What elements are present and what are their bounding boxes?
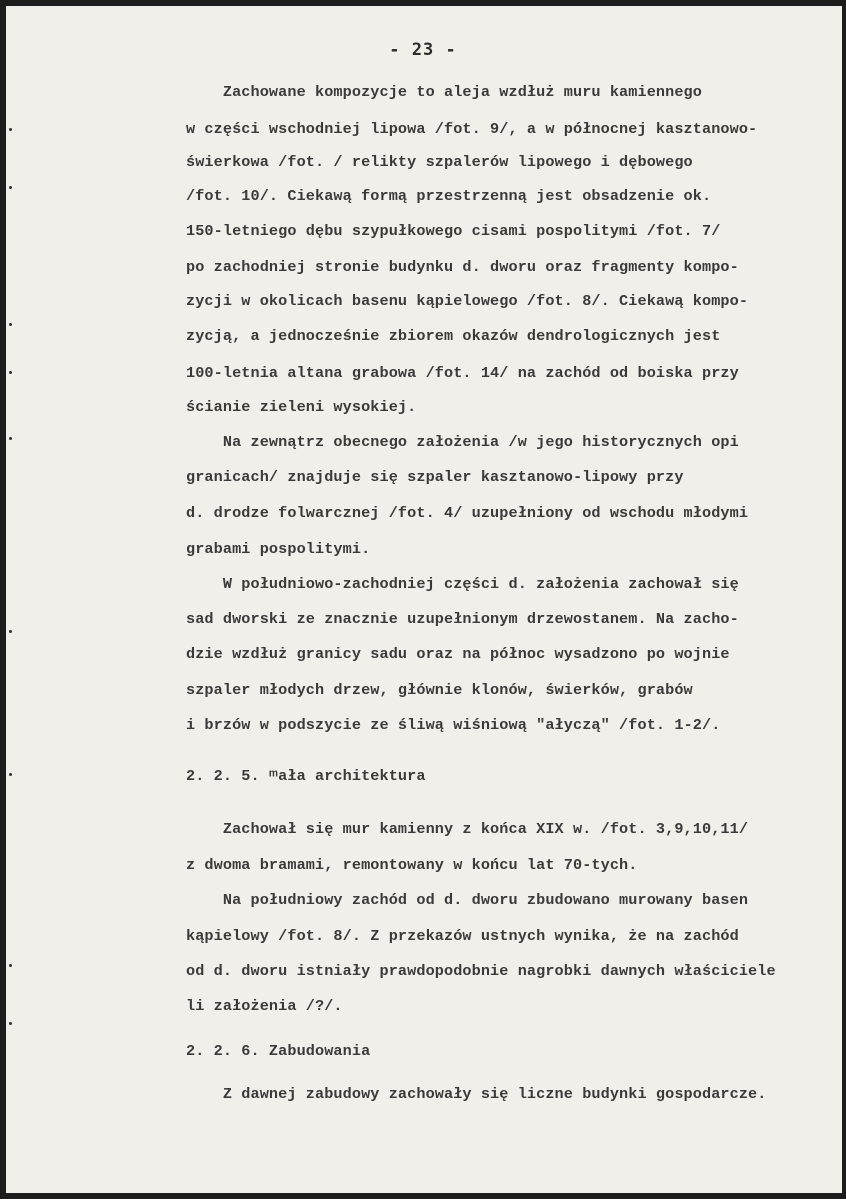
- section-heading: 2. 2. 5. ᵐała architektura: [186, 767, 426, 785]
- text-line: granicach/ znajduje się szpaler kasztanowo-lipowy przy: [186, 468, 684, 486]
- text-line: świerkowa /fot. / relikty szpalerów lipowego i dębowego: [186, 153, 693, 171]
- punch-hole-mark: [9, 964, 12, 967]
- punch-hole-mark: [9, 371, 12, 374]
- text-line: grabami pospolitymi.: [186, 540, 371, 558]
- text-line: Na zewnątrz obecnego założenia /w jego historycznych opi: [186, 433, 739, 451]
- text-line: Na południowy zachód od d. dworu zbudowano murowany basen: [186, 891, 749, 909]
- text-line: kąpielowy /fot. 8/. Z przekazów ustnych wynika, że na zachód: [186, 927, 739, 945]
- text-line: ścianie zieleni wysokiej.: [186, 398, 417, 416]
- punch-hole-mark: [9, 630, 12, 633]
- punch-hole-mark: [9, 773, 12, 776]
- text-line: /fot. 10/. Ciekawą formą przestrzenną jest obsadzenie ok.: [186, 187, 712, 205]
- text-line: sad dworski ze znacznie uzupełnionym drzewostanem. Na zacho-: [186, 610, 739, 628]
- section-heading: 2. 2. 6. Zabudowania: [186, 1042, 371, 1060]
- text-line: w części wschodniej lipowa /fot. 9/, a w północnej kasztanowo-: [186, 120, 758, 138]
- punch-hole-mark: [9, 437, 12, 440]
- text-line: dzie wzdłuż granicy sadu oraz na północ wysadzono po wojnie: [186, 645, 730, 663]
- punch-hole-mark: [9, 186, 12, 189]
- text-line: z dwoma bramami, remontowany w końcu lat 70-tych.: [186, 856, 638, 874]
- punch-hole-mark: [9, 1022, 12, 1025]
- text-line: li założenia /?/.: [186, 997, 343, 1015]
- text-line: W południowo-zachodniej części d. założenia zachował się: [186, 575, 739, 593]
- punch-hole-mark: [9, 323, 12, 326]
- text-line: d. drodze folwarcznej /fot. 4/ uzupełniony od wschodu młodymi: [186, 504, 749, 522]
- page-number: - 23 -: [389, 40, 457, 60]
- punch-hole-mark: [9, 128, 12, 131]
- text-line: zycji w okolicach basenu kąpielowego /fot. 8/. Ciekawą kompo-: [186, 292, 749, 310]
- text-line: Zachowane kompozycje to aleja wzdłuż muru kamiennego: [186, 83, 702, 101]
- text-line: i brzów w podszycie ze śliwą wiśniową "ałyczą" /fot. 1-2/.: [186, 716, 721, 734]
- text-line: Zachował się mur kamienny z końca XIX w. /fot. 3,9,10,11/: [186, 820, 749, 838]
- text-line: Z dawnej zabudowy zachowały się liczne budynki gospodarcze.: [186, 1085, 767, 1103]
- text-line: 150-letniego dębu szypułkowego cisami pospolitymi /fot. 7/: [186, 222, 721, 240]
- text-line: 100-letnia altana grabowa /fot. 14/ na zachód od boiska przy: [186, 364, 739, 382]
- text-line: po zachodniej stronie budynku d. dworu oraz fragmenty kompo-: [186, 258, 739, 276]
- text-line: od d. dworu istniały prawdopodobnie nagrobki dawnych właściciele: [186, 962, 776, 980]
- text-line: zycją, a jednocześnie zbiorem okazów dendrologicznych jest: [186, 327, 721, 345]
- text-line: szpaler młodych drzew, głównie klonów, świerków, grabów: [186, 681, 693, 699]
